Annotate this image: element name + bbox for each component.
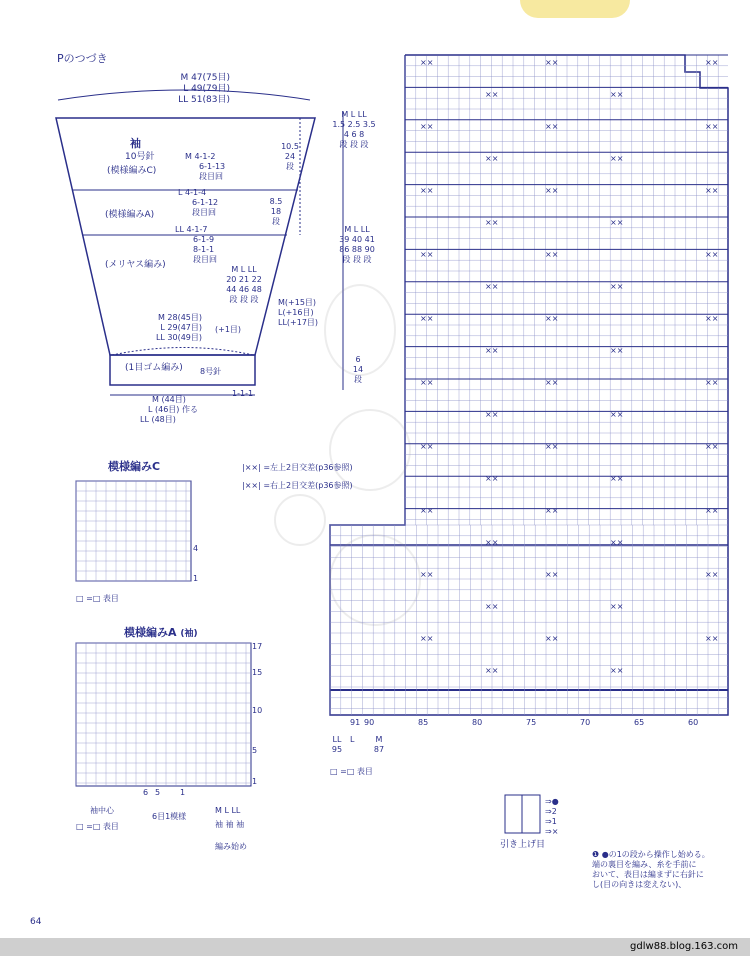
- pull-up-note-2: 端の裏目を編み、糸を手前に: [592, 860, 697, 869]
- pull-up-arrows: [545, 797, 559, 837]
- bottom-mid-ll: LL 30(49目): [155, 333, 202, 342]
- main-col-85: 85: [418, 718, 429, 727]
- bottom-mid-m: M 28(45目): [157, 313, 202, 322]
- patternC-legend-text: =□ 表目: [86, 594, 119, 603]
- pull-up-note-3: おいて、表目は編まずに右針に: [592, 870, 704, 879]
- patternA-row-17: 17: [252, 642, 263, 651]
- side-10-5-3: 段: [286, 162, 294, 171]
- svg-text:⨯⨯: ⨯⨯: [610, 474, 624, 483]
- sleeve-rib: (1目ゴム編み): [125, 363, 183, 373]
- patternA-grid: [76, 643, 251, 786]
- rows-small-2: 20 21 22: [226, 275, 262, 284]
- side-mid-3: 86 88 90: [339, 245, 375, 254]
- patternA-row-10: 10: [252, 706, 263, 715]
- symbol-legend: [242, 463, 353, 491]
- patternA-col-5: 5: [155, 788, 161, 797]
- svg-text:⨯⨯: ⨯⨯: [610, 154, 624, 163]
- patternA-legend-text: =□ 表目: [86, 822, 119, 831]
- cast-on: [140, 395, 198, 425]
- side-10-5-2: 24: [284, 152, 296, 161]
- legend-right-cross-text: =右上2目交差(p36参照): [263, 481, 353, 490]
- patternA-sleeve-l: 袖: [225, 820, 234, 829]
- width-m: M 47(75目): [180, 73, 230, 83]
- svg-text:⨯⨯: ⨯⨯: [485, 154, 499, 163]
- svg-text:⨯⨯: ⨯⨯: [545, 314, 559, 323]
- sleeve-rib-needle: 8号針: [200, 367, 222, 376]
- pull-up-arrow-2: ⇒2: [545, 807, 557, 816]
- rib-height-2: 14: [352, 365, 364, 374]
- patternA-size-l: L: [224, 806, 229, 815]
- svg-text:⨯⨯: ⨯⨯: [610, 90, 624, 99]
- svg-text:⨯⨯: ⨯⨯: [610, 666, 624, 675]
- svg-text:⨯⨯: ⨯⨯: [485, 474, 499, 483]
- side-10-5: [280, 142, 300, 172]
- inc-ll-2: 6-1-9: [193, 235, 215, 244]
- patternA-col-6: 6: [143, 788, 149, 797]
- inc-m-3: 段目回: [199, 172, 223, 181]
- svg-text:⨯⨯: ⨯⨯: [705, 314, 719, 323]
- plus-one: (+1目): [215, 325, 242, 334]
- page-number: 64: [30, 917, 42, 927]
- mark-ll-num: 95: [331, 745, 343, 754]
- footer-bar: [0, 938, 750, 956]
- pull-up-arrow-4: ⇒×: [545, 827, 559, 836]
- svg-text:⨯⨯: ⨯⨯: [610, 538, 624, 547]
- right-inc-ll: LL(+17目): [278, 318, 319, 327]
- svg-text:⨯⨯: ⨯⨯: [545, 58, 559, 67]
- svg-text:⨯⨯: ⨯⨯: [705, 506, 719, 515]
- svg-text:⨯⨯: ⨯⨯: [545, 250, 559, 259]
- pull-up-note-4: し(目の向きは変えない)、: [592, 880, 687, 889]
- sleeve-label: 袖: [130, 137, 141, 150]
- legend-left-cross: [242, 463, 353, 473]
- side-top-cols: [330, 110, 378, 150]
- rows-small: [220, 265, 268, 305]
- inc-m: [185, 152, 225, 182]
- side-top-3: 4 6 8: [343, 130, 365, 139]
- svg-text:⨯⨯: ⨯⨯: [705, 122, 719, 131]
- side-10-5-1: 10.5: [281, 142, 299, 151]
- patternA-title: [124, 624, 198, 640]
- inc-ll-4: 段目回: [193, 255, 217, 264]
- svg-text:⨯⨯: ⨯⨯: [485, 90, 499, 99]
- svg-text:⨯⨯: ⨯⨯: [705, 634, 719, 643]
- patternA-sleeve-ll: 袖: [236, 820, 245, 829]
- svg-text:⨯⨯: ⨯⨯: [545, 634, 559, 643]
- inc-m-1: M 4-1-2: [185, 152, 216, 161]
- svg-text:⨯⨯: ⨯⨯: [420, 314, 434, 323]
- svg-text:⨯⨯: ⨯⨯: [420, 58, 434, 67]
- svg-text:⨯⨯: ⨯⨯: [420, 442, 434, 451]
- side-8-5-1: 8.5: [269, 197, 283, 206]
- main-col-75: 75: [526, 718, 537, 727]
- inc-l-3: 段目回: [192, 208, 216, 217]
- side-8-5-2: 18: [270, 207, 282, 216]
- svg-text:⨯⨯: ⨯⨯: [485, 538, 499, 547]
- inc-l: [178, 188, 218, 218]
- svg-text:⨯⨯: ⨯⨯: [485, 218, 499, 227]
- right-inc-l: L(+16目): [278, 308, 314, 317]
- patternA-center: 袖中心: [90, 806, 114, 815]
- svg-text:⨯⨯: ⨯⨯: [485, 410, 499, 419]
- svg-text:⨯⨯: ⨯⨯: [610, 602, 624, 611]
- rows-small-1: M L LL: [231, 265, 257, 274]
- right-inc-m: M(+15目): [278, 298, 317, 307]
- side-top-2: 1.5 2.5 3.5: [332, 120, 376, 129]
- sleeve-patternA: (模様編みA): [105, 210, 155, 220]
- svg-text:⨯⨯: ⨯⨯: [705, 186, 719, 195]
- svg-text:⨯⨯: ⨯⨯: [610, 410, 624, 419]
- inc-m-2: 6-1-13: [199, 162, 226, 171]
- patternA-sleeve-marks: [215, 820, 255, 830]
- rib-height-1: 6: [355, 355, 361, 364]
- svg-text:⨯⨯: ⨯⨯: [610, 282, 624, 291]
- svg-text:⨯⨯: ⨯⨯: [705, 378, 719, 387]
- svg-text:⨯⨯: ⨯⨯: [705, 250, 719, 259]
- patternA-start: 編み始め: [215, 842, 247, 851]
- svg-text:⨯⨯: ⨯⨯: [545, 378, 559, 387]
- sleeve-patternC: (模様編みC): [107, 166, 157, 176]
- pull-up-label: 引き上げ目: [500, 840, 546, 850]
- right-inc: [278, 298, 318, 328]
- svg-text:⨯⨯: ⨯⨯: [545, 186, 559, 195]
- main-legend-text: =□ 表目: [340, 767, 373, 776]
- inc-ll: [175, 225, 217, 265]
- svg-text:⨯⨯: ⨯⨯: [420, 378, 434, 387]
- svg-text:⨯⨯: ⨯⨯: [610, 218, 624, 227]
- patternC-legend: □ =□ 表目: [76, 594, 119, 603]
- inc-ll-3: 8-1-1: [193, 245, 215, 254]
- side-top-4: 段 段 段: [339, 140, 369, 149]
- pull-up-arrow-3: ⇒1: [545, 817, 557, 826]
- rib-height: [347, 355, 369, 385]
- main-legend: □ =□ 表目: [330, 767, 373, 776]
- patternA-row-5: 5: [252, 746, 258, 755]
- sleeve-stockinette: (メリヤス編み): [105, 260, 166, 270]
- svg-text:⨯⨯: ⨯⨯: [485, 602, 499, 611]
- patternC-row-1: 1: [193, 574, 199, 583]
- right-cross-icon: |⨯⨯|: [242, 481, 261, 490]
- svg-text:⨯⨯: ⨯⨯: [705, 442, 719, 451]
- svg-text:⨯⨯: ⨯⨯: [705, 570, 719, 579]
- svg-text:⨯⨯: ⨯⨯: [545, 570, 559, 579]
- cast-on-l: L (46目) 作る: [148, 405, 198, 414]
- svg-text:⨯⨯: ⨯⨯: [545, 506, 559, 515]
- corner-small: 1-1-1: [232, 389, 254, 398]
- mark-m: [372, 735, 386, 755]
- side-mid-4: 段 段 段: [342, 255, 372, 264]
- main-col-65: 65: [634, 718, 645, 727]
- svg-text:⨯⨯: ⨯⨯: [610, 346, 624, 355]
- mark-m-size: M: [375, 735, 383, 744]
- patternA-repeat: 6目1模様: [152, 812, 187, 821]
- legend-left-cross-text: =左上2目交差(p36参照): [263, 463, 353, 472]
- patternA-col-1: 1: [180, 788, 186, 797]
- svg-text:⨯⨯: ⨯⨯: [485, 346, 499, 355]
- side-top-1: M L LL: [341, 110, 367, 119]
- svg-text:⨯⨯: ⨯⨯: [545, 442, 559, 451]
- patternA-title-text: 模様編みA: [124, 626, 177, 639]
- svg-text:⨯⨯: ⨯⨯: [705, 58, 719, 67]
- main-col-91: 91: [350, 718, 361, 727]
- width-ll: LL 51(83目): [178, 95, 230, 105]
- patternC-title: 模様編みC: [108, 460, 161, 473]
- side-mid-1: M L LL: [344, 225, 370, 234]
- main-col-60: 60: [688, 718, 699, 727]
- pull-up-note: [592, 850, 742, 890]
- side-mid-2: 39 40 41: [339, 235, 375, 244]
- main-col-80: 80: [472, 718, 483, 727]
- svg-text:⨯⨯: ⨯⨯: [420, 570, 434, 579]
- main-col-90: 90: [364, 718, 375, 727]
- cast-on-ll: LL (48目): [140, 415, 176, 424]
- svg-text:⨯⨯: ⨯⨯: [420, 186, 434, 195]
- width-l: L 49(79目): [183, 84, 230, 94]
- pull-up-arrow-1: ⇒●: [545, 797, 559, 806]
- svg-text:⨯⨯: ⨯⨯: [485, 282, 499, 291]
- svg-text:⨯⨯: ⨯⨯: [420, 634, 434, 643]
- patternA-row-1: 1: [252, 777, 258, 786]
- svg-text:⨯⨯: ⨯⨯: [485, 666, 499, 675]
- inc-ll-1: LL 4-1-7: [175, 225, 208, 234]
- side-mid-cols: [333, 225, 381, 265]
- cast-on-m: M (44目): [152, 395, 186, 404]
- patternA-size-ll: LL: [231, 806, 241, 815]
- patternA-subtitle: (袖): [180, 629, 198, 639]
- patternA-sleeve-m: 袖: [215, 820, 223, 829]
- legend-right-cross: [242, 481, 353, 491]
- svg-text:⨯⨯: ⨯⨯: [545, 122, 559, 131]
- patternA-size-m: M: [215, 806, 222, 815]
- rib-height-3: 段: [354, 375, 362, 384]
- svg-text:⨯⨯: ⨯⨯: [420, 250, 434, 259]
- cactus-watermark: [275, 285, 420, 625]
- section-title: Pのつづき: [57, 52, 108, 65]
- bottom-mid: [142, 313, 202, 343]
- pull-up-note-1: ❶ ●の1の段から操作し始める。: [592, 850, 710, 859]
- patternC-row-4: 4: [193, 544, 199, 553]
- mark-m-num: 87: [373, 745, 385, 754]
- main-col-70: 70: [580, 718, 591, 727]
- rows-small-4: 段 段 段: [229, 295, 259, 304]
- patternA-sizes: [215, 806, 255, 816]
- sleeve-needle: 10号針: [125, 152, 155, 162]
- bottom-mid-l: L 29(47目): [160, 323, 202, 332]
- side-8-5: [266, 197, 286, 227]
- side-8-5-3: 段: [272, 217, 280, 226]
- mark-ll: [330, 735, 344, 755]
- mark-ll-size: LL: [332, 735, 342, 744]
- rows-small-3: 44 46 48: [226, 285, 262, 294]
- patternA-legend: □ =□ 表目: [76, 822, 119, 831]
- svg-text:⨯⨯: ⨯⨯: [420, 506, 434, 515]
- patternA-row-15: 15: [252, 668, 263, 677]
- inc-l-2: 6-1-12: [192, 198, 219, 207]
- mark-l: L: [350, 735, 355, 744]
- svg-text:⨯⨯: ⨯⨯: [420, 122, 434, 131]
- left-cross-icon: |⨯⨯|: [242, 463, 261, 472]
- footer-url: gdlw88.blog.163.com: [630, 941, 738, 952]
- inc-l-1: L 4-1-4: [178, 188, 207, 197]
